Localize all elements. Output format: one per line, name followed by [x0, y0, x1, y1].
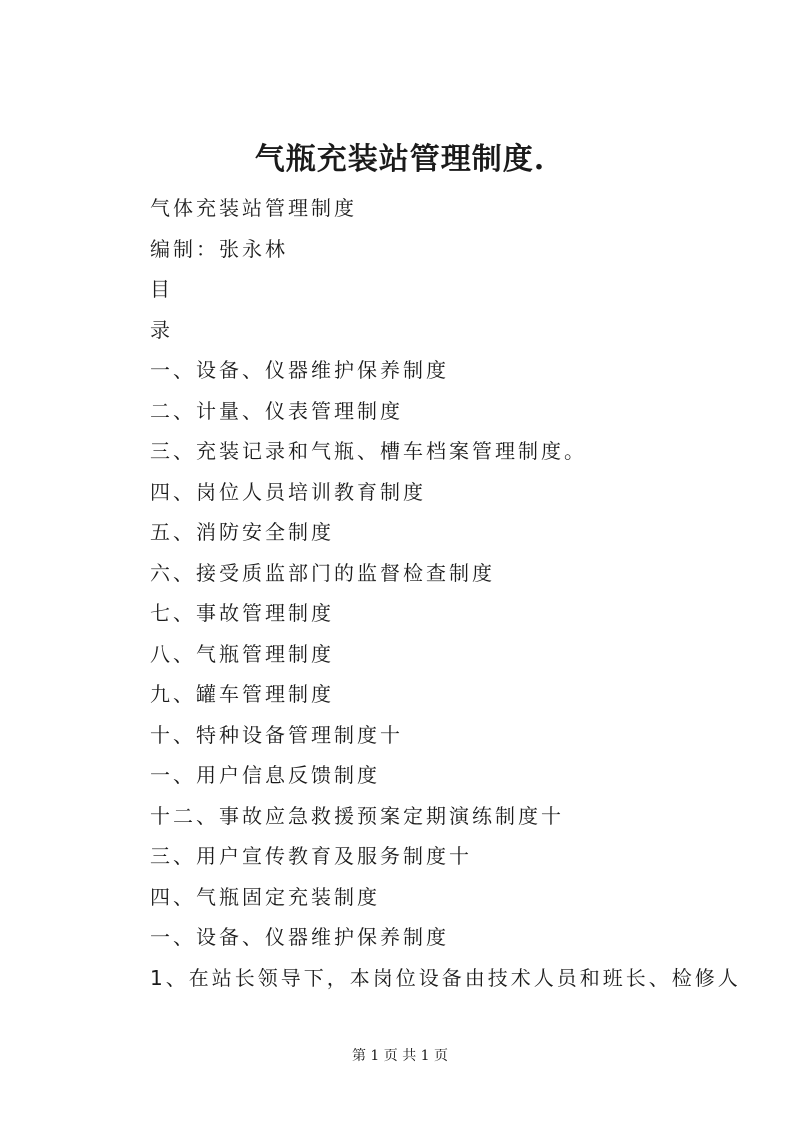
toc-item: 一、设备、仪器维护保养制度 — [150, 358, 449, 382]
page-footer: 第 1 页 共 1 页 — [351, 1048, 449, 1064]
toc-item: 四、岗位人员培训教育制度 — [150, 479, 426, 504]
toc-item: 四、气瓶固定充装制度 — [150, 884, 380, 909]
toc-heading-line-1: 目 — [150, 277, 173, 301]
toc-item: 二、计量、仪表管理制度 — [150, 398, 403, 423]
author-line: 编制：张永林 — [150, 236, 288, 261]
toc-item: 三、用户宣传教育及服务制度十 — [150, 844, 472, 868]
toc-heading-line-2: 录 — [150, 317, 173, 342]
toc-item: 六、接受质监部门的监督检查制度 — [150, 560, 495, 585]
toc-item: 九、罐车管理制度 — [150, 682, 334, 706]
document-title: 气瓶充装站管理制度. — [254, 142, 546, 177]
toc-item: 五、消防安全制度 — [150, 520, 334, 544]
section-heading: 一、设备、仪器维护保养制度 — [150, 925, 449, 949]
document-body — [150, 188, 770, 998]
body-paragraph: 1、在站长领导下，本岗位设备由技术人员和班长、检修人 — [150, 965, 741, 990]
toc-item: 七、事故管理制度 — [150, 601, 334, 625]
toc-item: 三、充装记录和气瓶、槽车档案管理制度。 — [150, 439, 587, 463]
toc-item: 十、特种设备管理制度十 — [150, 722, 403, 747]
toc-item: 十二、事故应急救援预案定期演练制度十 — [150, 803, 564, 828]
toc-item: 一、用户信息反馈制度 — [150, 763, 380, 787]
subtitle-line: 气体充装站管理制度 — [150, 196, 357, 220]
toc-item: 八、气瓶管理制度 — [150, 641, 334, 666]
